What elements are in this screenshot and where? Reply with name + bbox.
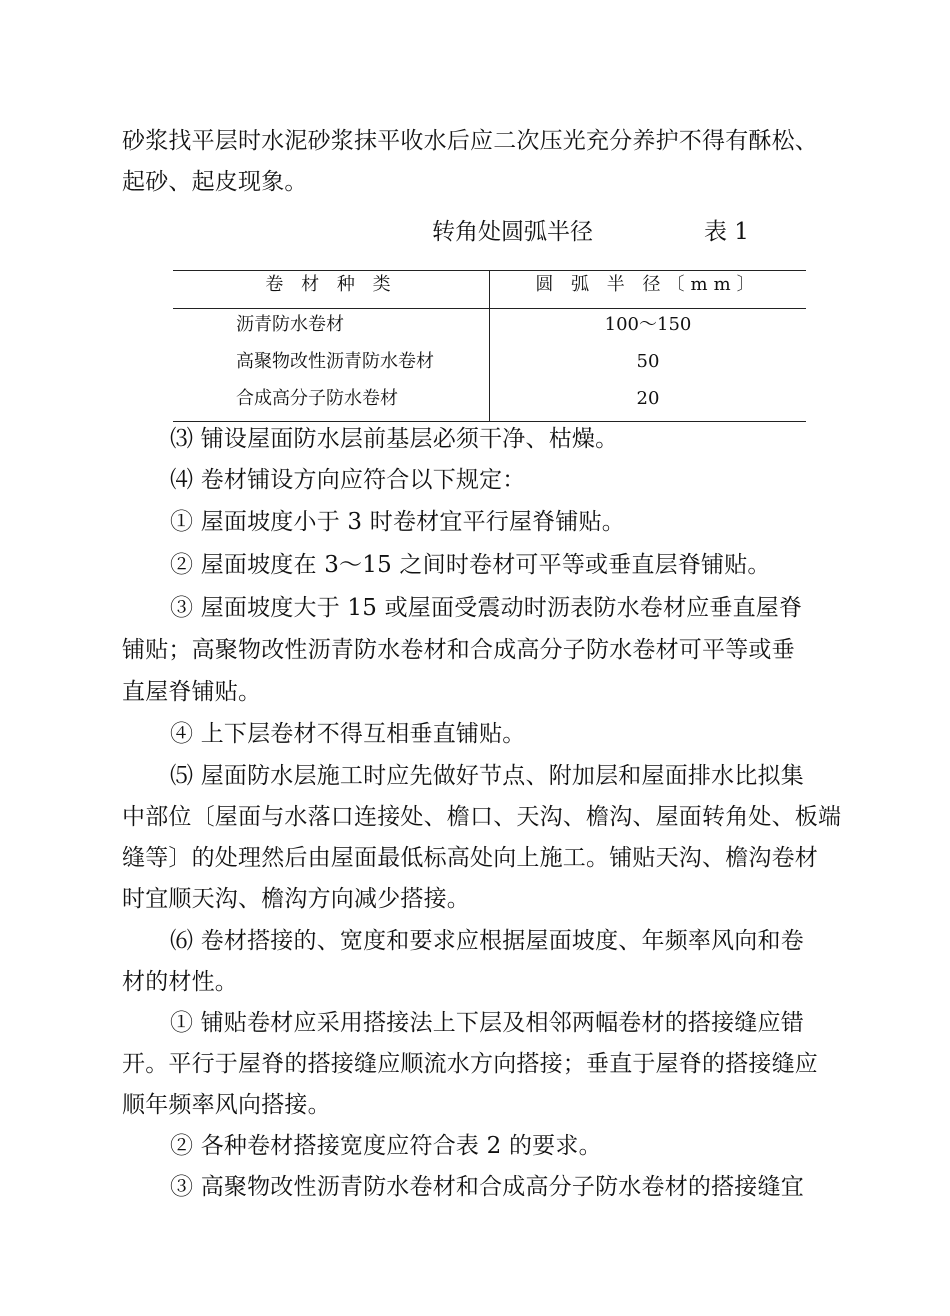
body-line: 直屋脊铺贴。: [122, 679, 262, 705]
table-cell-material: 高聚物改性沥青防水卷材: [236, 351, 434, 372]
body-line: 材的材性。: [122, 969, 238, 995]
body-line: ① 屋面坡度小于 3 时卷材宜平行屋脊铺贴。: [170, 509, 625, 535]
body-line: ⑷ 卷材铺设方向应符合以下规定：: [170, 467, 526, 493]
body-line: 时宜顺天沟、檐沟方向减少搭接。: [122, 886, 470, 912]
table-cell-material: 沥青防水卷材: [236, 314, 344, 335]
paragraph-line: 起砂、起皮现象。: [122, 169, 308, 195]
body-line: ④ 上下层卷材不得互相垂直铺贴。: [170, 721, 526, 747]
body-line: ② 各种卷材搭接宽度应符合表 2 的要求。: [170, 1133, 602, 1159]
column-header-radius: 圆 弧 半 径〔mm〕: [535, 274, 761, 295]
table-cell-radius: 20: [636, 388, 660, 409]
body-line: ② 屋面坡度在 3～15 之间时卷材可平等或垂直层脊铺贴。: [170, 552, 771, 578]
column-header-material: 卷 材 种 类: [265, 274, 397, 295]
body-line: ⑶ 铺设屋面防水层前基层必须干净、枯燥。: [170, 426, 619, 452]
body-line: 缝等〕的处理然后由屋面最低标高处向上施工。铺贴天沟、檐沟卷材: [122, 845, 818, 871]
body-line: 中部位〔屋面与水落口连接处、檐口、天沟、檐沟、屋面转角处、板端: [122, 804, 842, 830]
table-cell-radius: 50: [636, 351, 660, 372]
body-line: 铺贴；高聚物改性沥青防水卷材和合成高分子防水卷材可平等或垂: [122, 637, 795, 663]
body-line: ① 铺贴卷材应采用搭接法上下层及相邻两幅卷材的搭接缝应错: [170, 1010, 804, 1036]
table-number: 表 1: [704, 219, 749, 245]
body-line: 顺年频率风向搭接。: [122, 1092, 331, 1118]
table-cell-material: 合成高分子防水卷材: [236, 388, 398, 409]
body-line: ⑸ 屋面防水层施工时应先做好节点、附加层和屋面排水比拟集: [170, 763, 804, 789]
table-title: 转角处圆弧半径: [432, 219, 593, 245]
body-line: 开。平行于屋脊的搭接缝应顺流水方向搭接；垂直于屋脊的搭接缝应: [122, 1051, 818, 1077]
body-line: ③ 高聚物改性沥青防水卷材和合成高分子防水卷材的搭接缝宜: [170, 1174, 804, 1200]
body-line: ③ 屋面坡度大于 15 或屋面受震动时沥表防水卷材应垂直屋脊: [170, 595, 803, 621]
paragraph-line: 砂浆找平层时水泥砂浆抹平收水后应二次压光充分养护不得有酥松、: [122, 128, 818, 154]
body-line: ⑹ 卷材搭接的、宽度和要求应根据屋面坡度、年频率风向和卷: [170, 928, 804, 954]
table-cell-radius: 100～150: [604, 314, 692, 335]
